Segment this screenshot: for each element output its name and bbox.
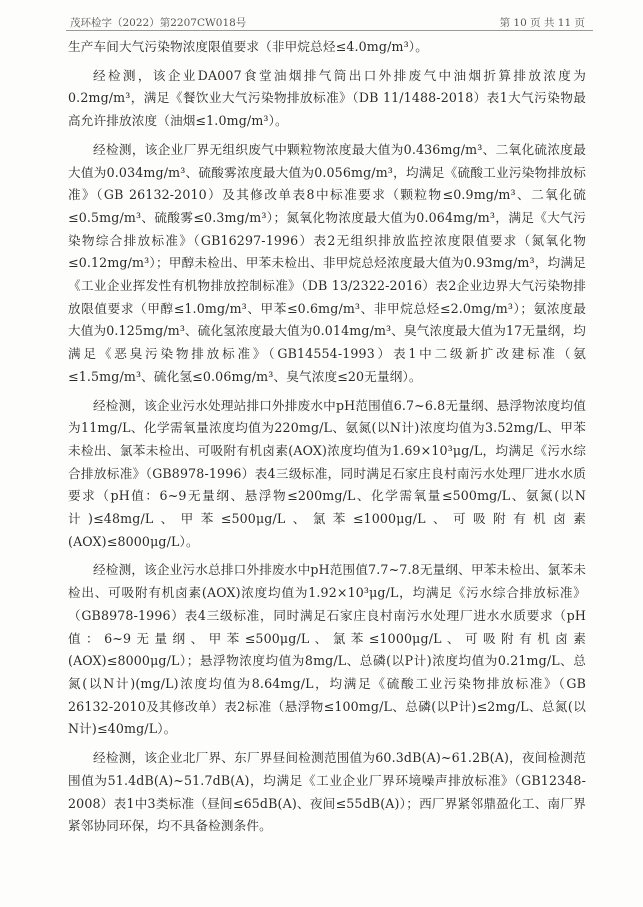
report-body [68,36,586,844]
page-number: 第 10 页 共 11 页 [499,17,585,29]
paragraph-kitchen-fume: 经检测，该企业DA007食堂油烟排气筒出口外排废气中油烟折算排放浓度为0.2mg/m³，满足《餐饮业大气污染物排放标准》（DB 11/1488-2018）表1大气污染物最高允许排放浓度（油烟≤1.0mg/m³）。 [68,67,586,129]
report-number: 茂环检字（2022）第2207CW018号 [70,17,247,29]
paragraph-continuation: 生产车间大气污染物浓度限值要求（非甲烷总烃≤4.0mg/m³）。 [68,39,428,54]
paragraph-fugitive-gas: 经检测，该企业厂界无组织废气中颗粒物浓度最大值为0.436mg/m³、二氧化硫浓度最大值为0.034mg/m³、硫酸雾浓度最大值为0.056mg/m³，均满足《硫酸工业污染物排放标准》（GB 26132-2010）及其修改单表8中标准要求（颗粒物≤0.9mg/m³、二氧化硫≤0.5mg/m³、硫酸雾≤0.3mg/m³）；氮氧化物浓度最大值为0.064mg/m³，满足《大气污染物综合排放标准》（GB16297-1996）表2无组织排放监控浓度限值要求（氮氧化物≤0.12mg/m³）；甲醇未检出、甲苯未检出、非甲烷总烃浓度最大值为0.93mg/m³，均满足《工业企业挥发性有机物排放控制标准》（DB 13/2322-2016）表2企业边界大气污染物排放限值要求（甲醇≤1.0mg/m³、甲苯≤0.6mg/m³、非甲烷总烃≤2.0mg/m³）；氨浓度最大值为0.125mg/m³、硫化氢浓度最大值为0.014mg/m³、臭气浓度最大值为17无量纲，均满足《恶臭污染物排放标准》（GB14554-1993）表1中二级新扩改建标准（氨≤1.5mg/m³、硫化氢≤0.06mg/m³、臭气浓度≤20无量纲）。 [68,141,586,384]
paragraph-wastewater-station: 经检测，该企业污水处理站排口外排废水中pH范围值6.7~6.8无量纲、悬浮物浓度均值为11mg/L、化学需氧量浓度均值为220mg/L、氨氮(以N计)浓度均值为3.52mg/L、甲苯未检出、氯苯未检出、可吸附有机卤素(AOX)浓度均值为1.69×10³μg/L，均满足《污水综合排放标准》（GB8978-1996）表4三级标准，同时满足石家庄良村南污水处理厂进水水质要求（pH值：6~9无量纲、悬浮物≤200mg/L、化学需氧量≤500mg/L、氨氮(以N计)≤48mg/L、甲苯≤500μg/L、氯苯≤1000μg/L、可吸附有机卤素(AOX)≤8000μg/L）。 [68,397,586,549]
paragraph-wastewater-outlet: 经检测，该企业污水总排口外排废水中pH范围值7.7~7.8无量纲、甲苯未检出、氯苯未检出、可吸附有机卤素(AOX)浓度均值为1.92×10³μg/L，均满足《污水综合排放标准》（GB8978-1996）表4三级标准，同时满足石家庄良村南污水处理厂进水水质要求（pH值：6~9无量纲、甲苯≤500μg/L、氯苯≤1000μg/L、可吸附有机卤素(AOX)≤8000μg/L）；悬浮物浓度均值为8mg/L、总磷(以P计)浓度均值为0.21mg/L、总氮(以N计)(mg/L)浓度均值为8.64mg/L，均满足《硫酸工业污染物排放标准》（GB 26132-2010及其修改单）表2标准（悬浮物≤100mg/L、总磷(以P计)≤2mg/L、总氮(以N计)≤40mg/L）。 [68,562,586,737]
page-header [66,12,593,31]
paragraph-noise: 经检测，该企业北厂界、东厂界昼间检测范围值为60.3dB(A)~61.2B(A)，夜间检测范围值为51.4dB(A)~51.7dB(A)，均满足《工业企业厂界环境噪声排放标准》（GB12348-2008）表1中3类标准（昼间≤65dB(A)、夜间≤55dB(A)）；西厂界紧邻鼎盈化工、南厂界紧邻协同环保，均不具备检测条件。 [68,750,586,834]
